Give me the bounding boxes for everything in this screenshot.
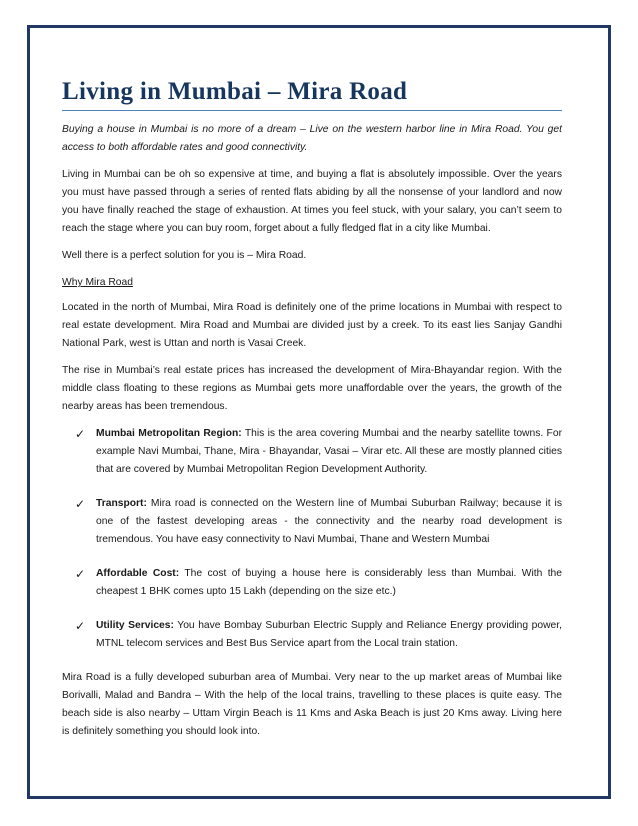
paragraph-4: The rise in Mumbai’s real estate prices has increased the development of Mira-Bhayandar region. With the middle class floating to these regions as Mumbai gets more unaffordable over the years, the growth of the nearby areas has been tremendous. [62, 365, 562, 412]
paragraph-1: Living in Mumbai can be oh so expensive at time, and buying a flat is absolutely impossible. Over the years you must have passed through a series of rented flats abiding by all the nonsense of your landlord and now you have finally reached the stage of exhaustion. At times you feel stuck, with your salary, you can’t seem to reach the stage where you can buy room, forget about a fully fledged flat in a city like Mumbai. [62, 169, 562, 234]
list-item [62, 495, 562, 549]
list-item-text: This is the area covering Mumbai and the nearby satellite towns. For example Navi Mumbai, Thane, Mira - Bhayandar, Vasai – Virar etc. All these are mostly planned cities that are covered by Mumbai Metropolitan Region Development Authority. [96, 428, 562, 475]
checkmark-icon: ✓ [75, 619, 86, 633]
intro-paragraph: Buying a house in Mumbai is no more of a dream – Live on the western harbor line in Mira Road. You get access to both affordable rates and good connectivity. [62, 124, 562, 153]
page-title: Living in Mumbai – Mira Road [62, 78, 562, 111]
list-item [62, 425, 562, 479]
bullet-list [62, 425, 562, 653]
list-item-label: Affordable Cost: [96, 568, 180, 579]
list-item-label: Transport: [96, 498, 147, 509]
paragraph-3: Located in the north of Mumbai, Mira Road is definitely one of the prime locations in Mumbai with respect to real estate development. Mira Road and Mumbai are divided just by a creek. To its east lies Sanjay Gandhi National Park, west is Uttan and north is Vasai Creek. [62, 302, 562, 349]
list-item-text: You have Bombay Suburban Electric Supply and Reliance Energy providing power, MTNL telecom services and Best Bus Service apart from the Local train station. [96, 620, 562, 649]
list-item-label: Utility Services: [96, 620, 174, 631]
closing-paragraph: Mira Road is a fully developed suburban area of Mumbai. Very near to the up market areas of Mumbai like Borivalli, Malad and Bandra – With the help of the local trains, travelling to these places is quite easy. The beach side is also nearby – Uttam Virgin Beach is 11 Kms and Aska Beach is just 20 Kms away. Living here is definitely something you should look into. [62, 672, 562, 737]
list-item [62, 617, 562, 653]
checkmark-icon: ✓ [75, 427, 86, 441]
list-item-text: Mira road is connected on the Western line of Mumbai Suburban Railway; because it is one of the fastest developing areas - the connectivity and the nearby road development is tremendous. You have easy connectivity to Navi Mumbai, Thane and Western Mumbai [96, 498, 562, 545]
document-body [62, 78, 562, 750]
list-item-label: Mumbai Metropolitan Region: [96, 428, 242, 439]
checkmark-icon: ✓ [75, 497, 86, 511]
checkmark-icon: ✓ [75, 567, 86, 581]
paragraph-2: Well there is a perfect solution for you is – Mira Road. [62, 250, 307, 261]
list-item [62, 565, 562, 601]
list-item-text: The cost of buying a house here is considerably less than Mumbai. With the cheapest 1 BHK comes upto 15 Lakh (depending on the size etc.) [96, 568, 563, 597]
section-heading: Why Mira Road [62, 277, 133, 288]
